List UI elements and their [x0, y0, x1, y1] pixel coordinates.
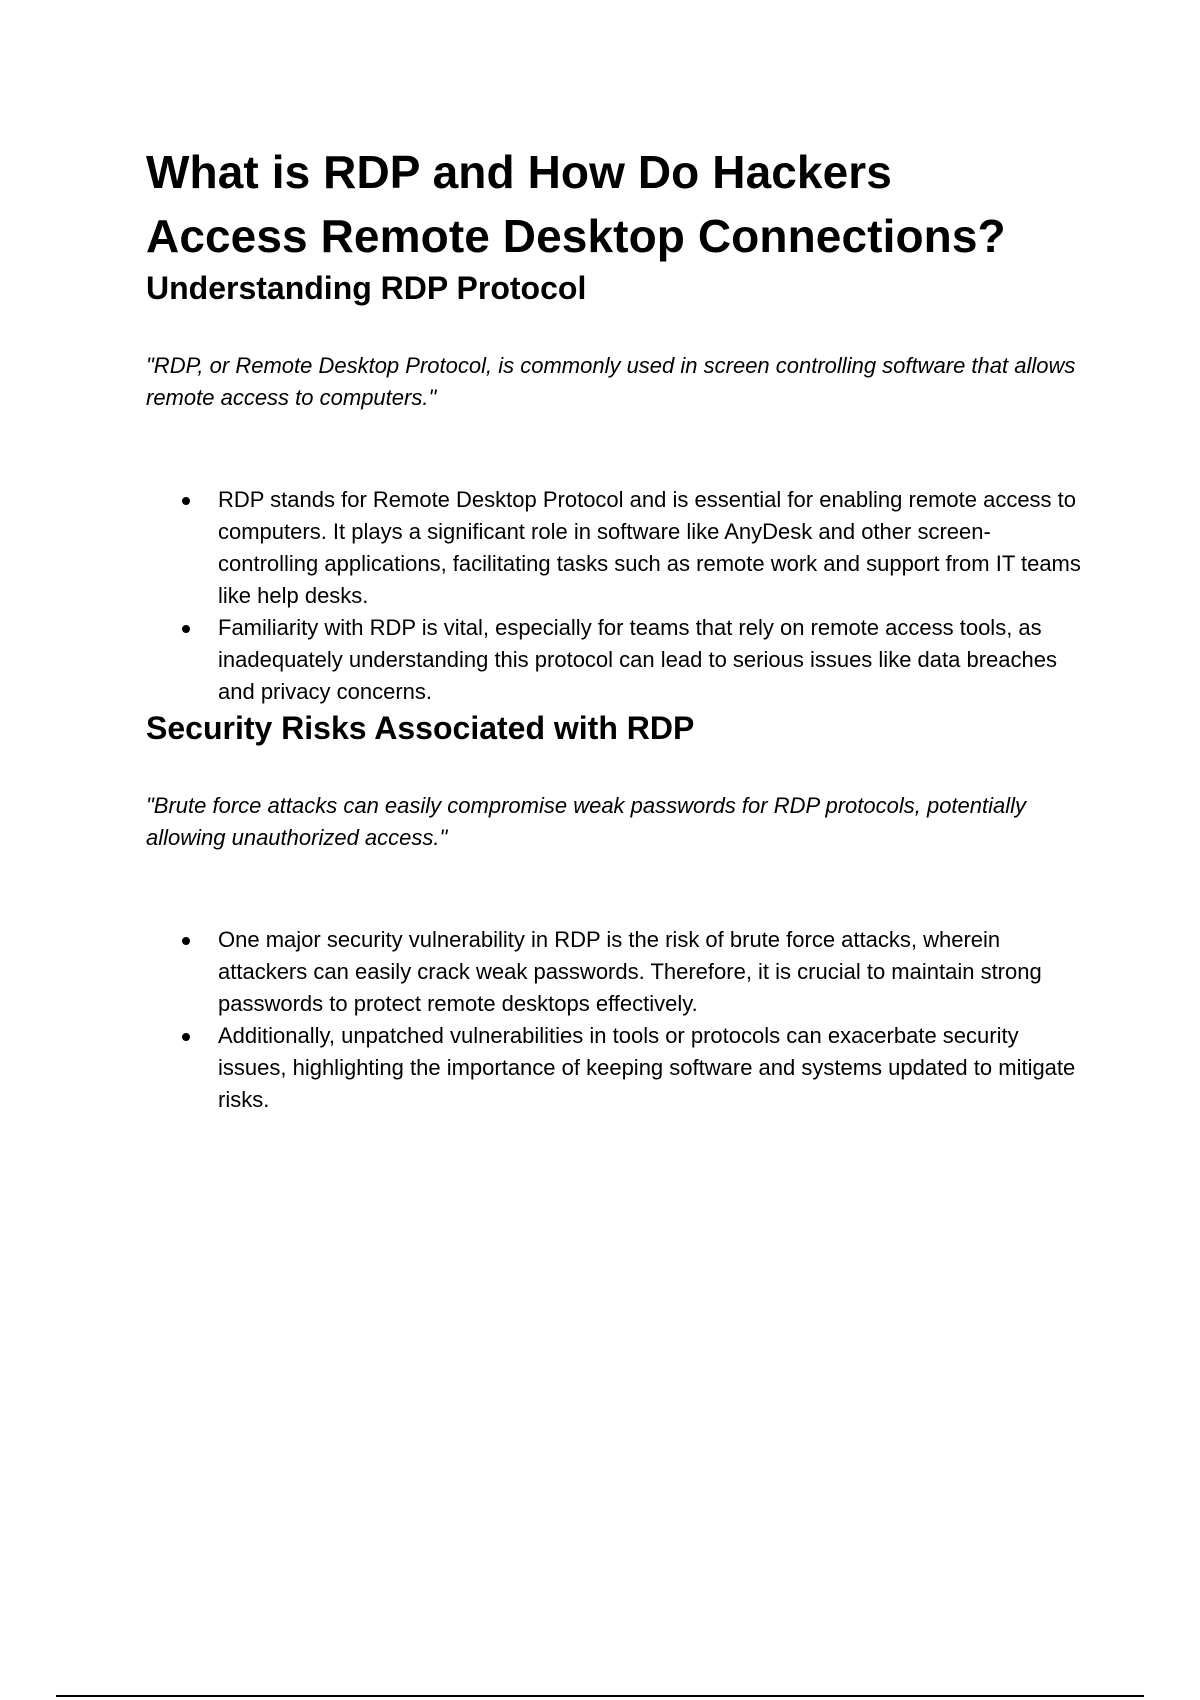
bullet-text: Additionally, unpatched vulnerabilities in tools or protocols can exacerbate security issues, highlighting the importance of keeping software and systems updated to mitigate risks.: [218, 1023, 1076, 1112]
bullet-item: [218, 484, 1086, 612]
document-title: [146, 140, 1086, 268]
document-title-line-2: Access Remote Desktop Connections?: [146, 210, 1006, 262]
section-heading: Understanding RDP Protocol: [146, 270, 587, 306]
bullet-list: [146, 924, 1086, 1116]
bullet-text: One major security vulnerability in RDP is the risk of brute force attacks, wherein attackers can easily crack weak passwords. Therefore, it is crucial to maintain strong passwords to protect remote desktops effectively.: [218, 927, 1042, 1016]
section-heading: Security Risks Associated with RDP: [146, 710, 695, 746]
page-bottom-divider: [56, 1695, 1144, 1697]
document-content: [146, 140, 1086, 1116]
section-security-risks: [146, 708, 1086, 1116]
bullet-list: [146, 484, 1086, 708]
bullet-icon: [182, 937, 190, 945]
bullet-item: [218, 924, 1086, 1020]
section-understanding-rdp: [146, 268, 1086, 708]
bullet-text: RDP stands for Remote Desktop Protocol and is essential for enabling remote access to computers. It plays a significant role in software like AnyDesk and other screen-controlling applications, facilitating tasks such as remote work and support from IT teams like help desks.: [218, 487, 1081, 608]
bullet-item: [218, 612, 1086, 708]
bullet-item: [218, 1020, 1086, 1116]
bullet-icon: [182, 625, 190, 633]
bullet-icon: [182, 1033, 190, 1041]
document-title-line-1: What is RDP and How Do Hackers: [146, 146, 892, 198]
bullet-icon: [182, 497, 190, 505]
section-quote: "RDP, or Remote Desktop Protocol, is commonly used in screen controlling software that allows remote access to computers.": [146, 353, 1076, 410]
bullet-text: Familiarity with RDP is vital, especially for teams that rely on remote access tools, as inadequately understanding this protocol can lead to serious issues like data breaches and privacy concerns.: [218, 615, 1057, 704]
section-quote: "Brute force attacks can easily compromise weak passwords for RDP protocols, potentially allowing unauthorized access.": [146, 793, 1027, 850]
